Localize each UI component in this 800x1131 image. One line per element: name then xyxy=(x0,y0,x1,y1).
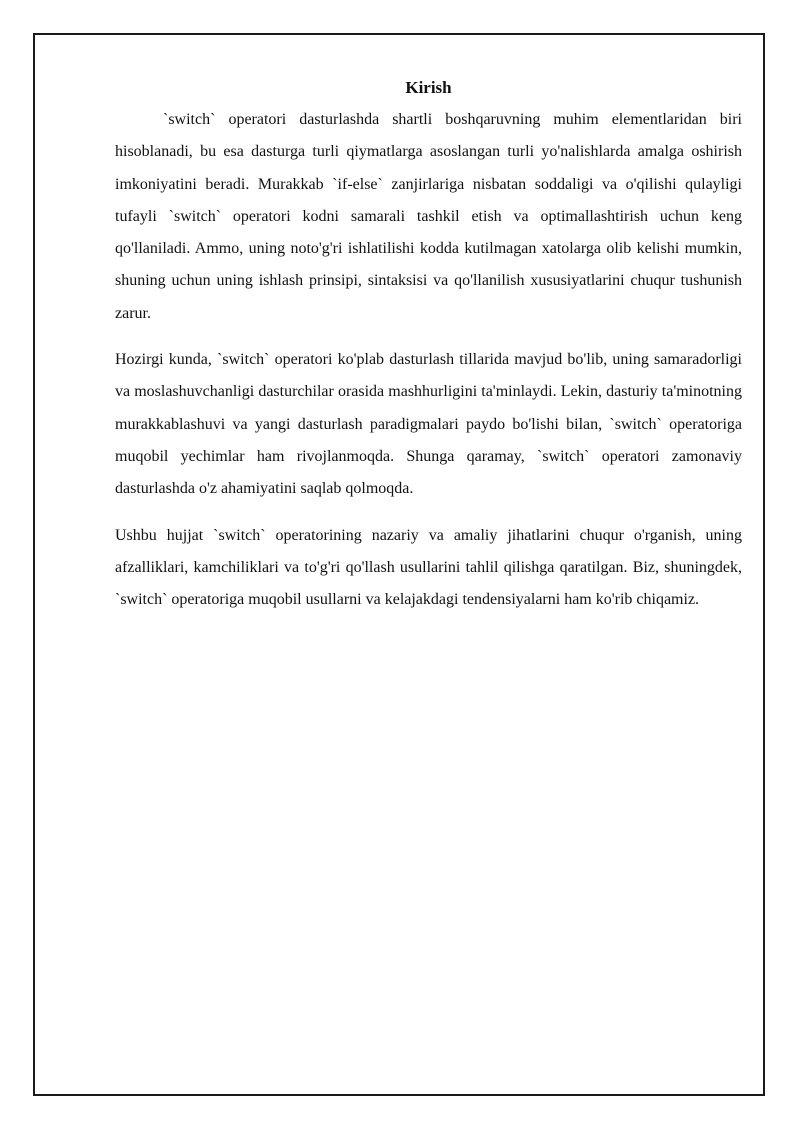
paragraph-current-state: Hozirgi kunda, `switch` operatori ko'plab dasturlash tillarida mavjud bo'lib, uning samaradorligi va moslashuvchanligi dasturchilar orasida mashhurligini ta'minlaydi. Lekin, dasturiy ta'minotning murakkablashuvi va yangi dasturlash paradigmalari paydo bo'lishi bilan, `switch` operatoriga muqobil yechimlar ham rivojlanmoqda. Shunga qaramay, `switch` operatori zamonaviy dasturlashda o'z ahamiyatini saqlab qolmoqda. xyxy=(115,351,742,498)
paragraph-purpose: Ushbu hujjat `switch` operatorining nazariy va amaliy jihatlarini chuqur o'rganish, uning afzalliklari, kamchiliklari va to'g'ri qo'llash usullarini tahlil qilishga qaratilgan. Biz, shuningdek, `switch` operatoriga muqobil usullarni va kelajakdagi tendensiyalarni ham ko'rib chiqamiz. xyxy=(115,526,742,609)
page-title: Kirish xyxy=(405,78,452,97)
document-body xyxy=(115,74,742,616)
paragraph-intro: `switch` operatori dasturlashda shartli boshqaruvning muhim elementlaridan biri hisoblanadi, bu esa dasturga turli qiymatlarga asoslangan turli yo'nalishlarda amalga oshirish imkoniyatini beradi. Murakkab `if-else` zanjirlariga nisbatan soddaligi va o'qilishi qulayligi tufayli `switch` operatori kodni samarali tashkil etish va optimallashtirish uchun keng qo'llaniladi. Ammo, uning noto'g'ri ishlatilishi kodda kutilmagan xatolarga olib kelishi mumkin, shuning uchun uning ishlash prinsipi, sintaksisi va qo'llanilish xususiyatlarini chuqur tushunish zarur. xyxy=(115,111,742,322)
